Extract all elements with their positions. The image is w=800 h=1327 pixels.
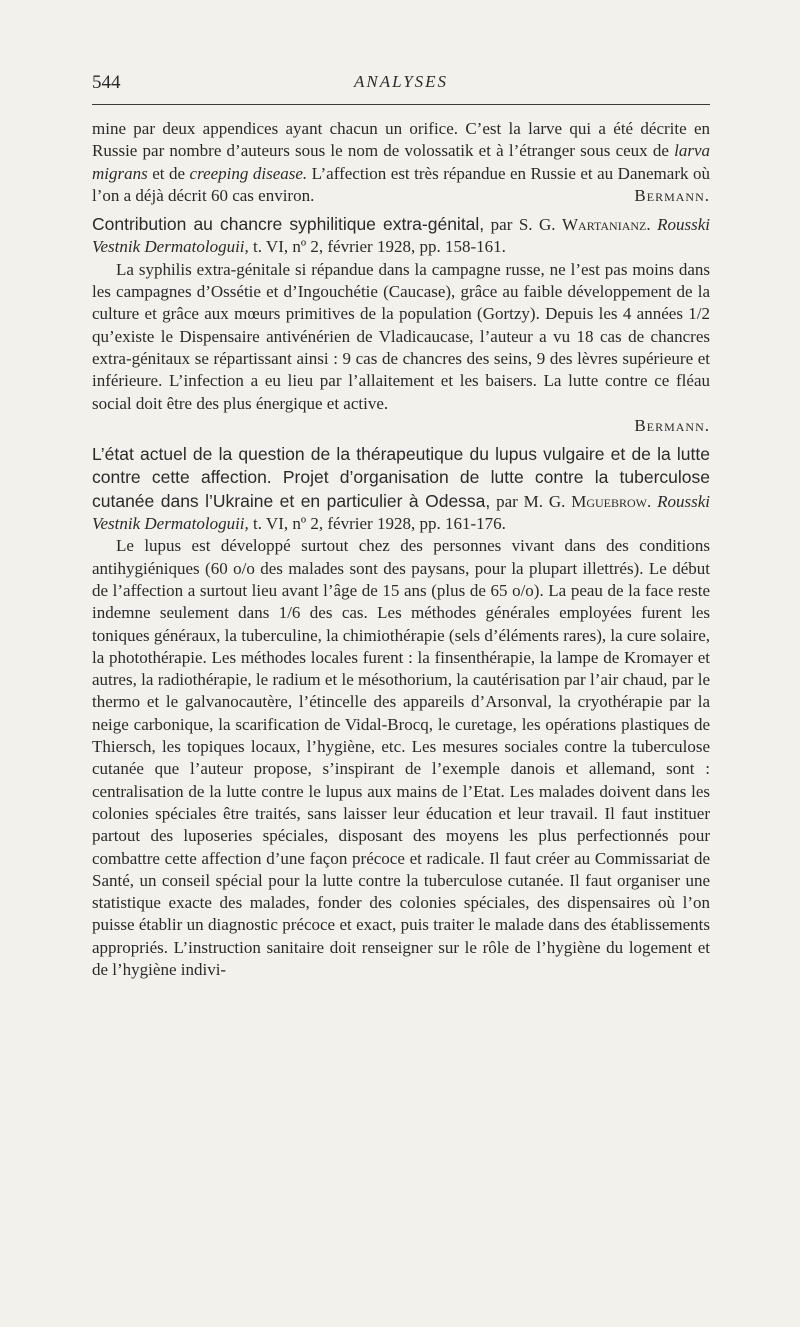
article-body: La syphilis extra-génitale si répandue dans la campagne russe, ne l’est pas moins dans les campagnes d’Ossétie et d’Ingouchétie (Caucase), grâce au faible développement de la culture et grâce aux mœurs primitives de la population (Gortzy). Depuis les 4 années 1/2 qu’existe le Dispensaire antivénérien de Vladicaucase, l’auteur a vu 18 cas de chancres extra-génitaux se répartissant ainsi : 9 cas de chancres des seins, 9 des lèvres supérieure et inférieure. L’infection a eu lieu par l’allaitement et les baisers. La lutte contre ce fléau social doit être des plus énergique et active. bbox=[92, 259, 710, 413]
page-header bbox=[92, 72, 710, 98]
article-title: Contribution au chancre syphilitique extra-génital, bbox=[92, 214, 485, 235]
running-title: ANALYSES bbox=[353, 72, 449, 91]
page-body bbox=[92, 118, 710, 981]
article-chancre bbox=[92, 213, 710, 437]
page-number: 544 bbox=[92, 72, 121, 93]
article-lupus bbox=[92, 443, 710, 981]
article-heading: Contribution au chancre syphilitique extra-génital, par S. G. Wartanianz. Rousski Vestnik Dermatologuii, t. VI, nº 2, février 1928, pp. 158-161. bbox=[92, 214, 710, 257]
header-rule bbox=[92, 104, 710, 105]
article-title: L’état actuel de la question de la thérapeutique du lupus vulgaire et de la lutte contre cette affection. Projet d’organisation de lutte contre la tuberculose cutanée dans l’Ukraine et en particulier à Odessa, bbox=[92, 444, 710, 511]
article-heading: L’état actuel de la question de la thérapeutique du lupus vulgaire et de la lutte contre cette affection. Projet d’organisation de lutte contre la tuberculose cutanée dans l’Ukraine et en particulier à Odessa, par M. G. Mguebrow. Rousski Vestnik Dermatologuii, t. VI, nº 2, février 1928, pp. 161-176. bbox=[92, 444, 710, 534]
article-body: Le lupus est développé surtout chez des personnes vivant dans des conditions antihygiéniques (60 o/o des malades sont des paysans, pour la plupart illettrés). Le début de l’affection a surtout lieu avant l’âge de 15 ans (plus de 65 o/o). La peau de la face reste indemne seulement dans 1/6 des cas. Les méthodes générales employées furent les toniques généraux, la tuberculine, la chimiothérapie (sels d’éléments rares), la cure solaire, la photothérapie. Les méthodes locales furent : la finsenthérapie, la lampe de Kromayer et autres, la radiothérapie, le radium et le mésothorium, la cautérisation par l’air chaud, par le thermo et le galvanocautère, l’étincelle des appareils d’Arsonval, la cryothérapie par la neige carbonique, la scarification de Vidal-Brocq, le curetage, les opérations plastiques de Thiersch, les topiques locaux, l’hygiène, etc. Les mesures sociales contre la tuberculose cutanée que l’auteur propose, s’inspirant de l’exemple danois et allemand, sont : centralisation de la lutte contre le lupus aux mains de l’Etat. Les malades doivent dans les colonies spéciales être traités, sans laisser leur éducation et leur travail. Il faut instituer partout des luposeries spéciales, disposant des moyens les plus perfectionnés pour combattre cette affection d’une façon précoce et radicale. Il faut créer au Commissariat de Santé, un conseil spécial pour la lutte contre la tuberculose cutanée. Il faut organiser une statistique exacte des malades, fonder des colonies spéciales, des dispensaires où l’on puisse établir un diagnostic précoce et exact, puis traiter le malade dans des établissements appropriés. L’instruction sanitaire doit renseigner sur le rôle de l’hygiène du logement et de l’hygiène indivi- bbox=[92, 536, 710, 979]
article-author: Mguebrow. bbox=[571, 491, 652, 511]
journal-name: Roussk bbox=[657, 215, 706, 235]
journal-name: Rousski Vestnik Dermatologuii, bbox=[92, 491, 710, 534]
intro-signature: Bermann. bbox=[634, 185, 710, 205]
article-signature: Bermann. bbox=[634, 415, 710, 435]
article-author: Wartanianz. bbox=[562, 215, 651, 235]
intro-paragraph: mine par deux appendices ayant chacun un orifice. C’est la larve qui a été décrite en Russie par nombre d’auteurs sous le nom de volossatik et à l’étranger sous ceux de larva migrans et de creeping disease. L’affection est très répandue en Russie et au Danemark où l’on a déjà décrit 60 cas environ. Bermann. bbox=[92, 118, 710, 207]
